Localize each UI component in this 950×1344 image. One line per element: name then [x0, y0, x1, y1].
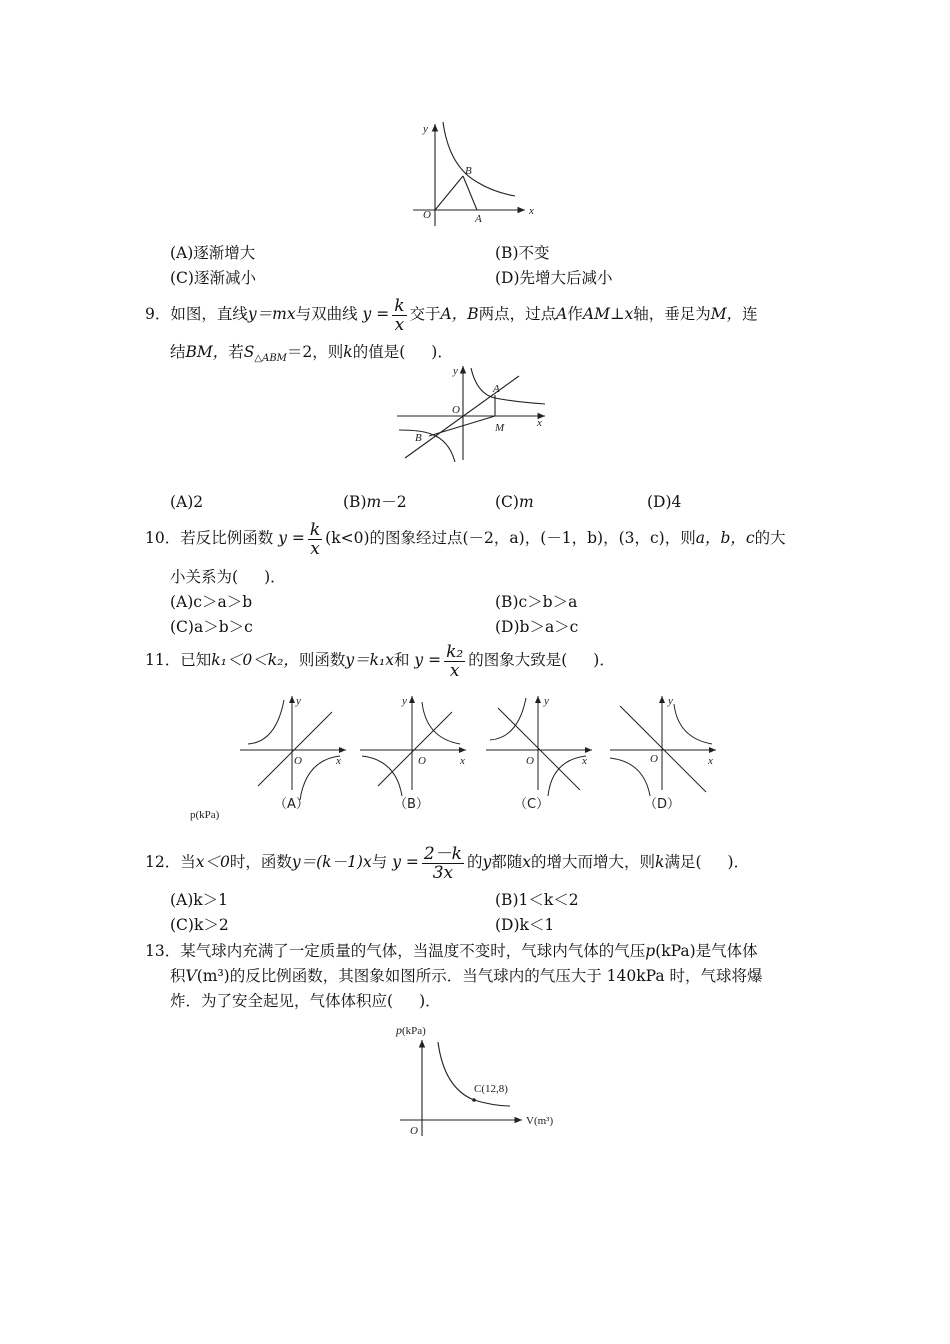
q9-text: 如图，直线 [170, 305, 248, 323]
q11b-line [378, 712, 452, 786]
q9-text: A，B [440, 305, 479, 323]
q11-graph-d[interactable] [606, 690, 722, 812]
q11a-hyperbola-q2 [248, 700, 284, 744]
q8-a-label: A [475, 213, 482, 225]
q11b-caption: （B） [394, 797, 429, 812]
q13-point-c [472, 1098, 476, 1102]
q13-point-label: C(12,8) [474, 1083, 508, 1095]
q13-o-label: O [410, 1125, 418, 1137]
q9-expr: y＝mx [247, 305, 296, 323]
q11d-o: O [650, 753, 658, 765]
q11c-o: O [526, 755, 534, 767]
q9-b-label: B [415, 432, 422, 444]
q8-option-d[interactable]: (D)先增大后减小 [495, 269, 613, 287]
q13-line3: 炸．为了安全起见，气体体积应( )． [170, 992, 441, 1010]
q11-graph-b[interactable] [356, 690, 472, 812]
q9-text: M， [710, 305, 743, 323]
q11a-hyperbola-q4 [300, 756, 340, 800]
q13-xlabel: V(m³) [526, 1115, 554, 1127]
q13-ylabel-src: p(kPa) [190, 809, 220, 821]
q11a-caption: （A） [274, 797, 309, 812]
q12-option-d[interactable]: (D)k＜1 [495, 916, 555, 934]
q9-number: 9． [145, 305, 171, 323]
q11c-x: x [582, 755, 587, 767]
q8-graph [405, 118, 540, 230]
q13-line1: 13．某气球内充满了一定质量的气体，当温度不变时，气球内气体的气压p(kPa)是气体体 [145, 942, 758, 960]
q11b-o: O [418, 755, 426, 767]
q10-fraction: $\frac{k}{x}$ [309, 519, 321, 559]
q11d-hyperbola-q1 [674, 704, 712, 744]
q12-option-b[interactable]: (B)1＜k＜2 [495, 891, 579, 909]
q9-line-bm [429, 416, 495, 436]
q9-line2: 结BM，若$S_{\triangle ABM}=2$，则k的值是( )． [170, 343, 453, 365]
q9-text: 两点，过点 [478, 305, 557, 323]
q11d-line [620, 706, 706, 792]
q9-text: 与双曲线 [295, 305, 358, 323]
q12-line1: 12．当x＜0时，函数y＝(k－1)x与 y = $\frac{2-k}{3x}$ 的y都随x的增大而增大，则k满足( )． [145, 843, 750, 883]
q11d-caption: （D） [644, 797, 681, 812]
q9-a-label: A [493, 383, 500, 395]
q9-option-d[interactable]: (D)4 [647, 493, 682, 511]
q9-text: 交于 [409, 305, 441, 323]
q8-o-label: O [423, 209, 431, 221]
q8-option-a[interactable]: (A)逐渐增大 [170, 244, 256, 262]
q11b-hyperbola-q3 [362, 756, 402, 796]
q11b-x: x [460, 755, 465, 767]
q9-option-c[interactable]: (C)m [495, 493, 534, 511]
q9-text: 轴，垂足为 [633, 305, 711, 323]
q11c-y: y [544, 695, 549, 707]
q9-line-mx [405, 376, 519, 458]
q10-line1: 10．若反比例函数 y = $\frac{k}{x}$ (k<0)的图象经过点(－2，a)，(－1，b)，(3，c)，则a，b，c的大 [145, 519, 786, 559]
q13-line2: 积V(m³)的反比例函数，其图象如图所示．当气球内的气压大于 140kPa 时，气球将爆 [170, 967, 763, 985]
q11c-hyperbola-q2 [490, 698, 526, 740]
q9-text: A [556, 305, 568, 323]
q11-fraction: $\frac{\text{k₂}}{x}$ [446, 641, 464, 681]
q11a-o: O [294, 755, 302, 767]
q10-option-b[interactable]: (B)c＞b＞a [495, 593, 578, 611]
q9-o-label: O [452, 404, 460, 416]
q12-fraction: $\frac{2-k}{3x}$ [423, 843, 462, 883]
q9-text: AM⊥x [582, 305, 634, 323]
q9-fraction: $\frac{k}{x}$ [394, 295, 405, 335]
q9-text: 作 [567, 305, 583, 323]
q11b-y: y [402, 695, 407, 707]
q9-text: 连 [742, 305, 758, 323]
q8-option-b[interactable]: (B)不变 [495, 244, 550, 262]
q11c-hyperbola-q4 [548, 756, 586, 796]
q9-graph [395, 362, 555, 464]
q13-ylabel: p(kPa) [396, 1023, 426, 1037]
q9-hyperbola-left [399, 430, 455, 462]
q9-m-label: M [495, 422, 505, 434]
q11d-y: y [668, 695, 673, 707]
q8-b-label: B [465, 165, 472, 177]
q8-option-c[interactable]: (C)逐渐减小 [170, 269, 256, 287]
q8-x-label: x [529, 205, 534, 217]
q8-line-ob [435, 176, 463, 210]
q11d-hyperbola-q3 [610, 758, 650, 796]
q9-hyperbola-right [471, 368, 545, 404]
q10-line2: 小关系为( )． [170, 568, 286, 586]
q9-y-eq: y = [362, 305, 390, 323]
q10-option-d[interactable]: (D)b＞a＞c [495, 618, 579, 636]
q9-y-label: y [453, 365, 458, 377]
q11c-caption: （C） [514, 797, 550, 812]
q12-option-a[interactable]: (A)k＞1 [170, 891, 229, 909]
q13-curve [438, 1042, 510, 1106]
q11a-y: y [296, 695, 301, 707]
q11-graph-c[interactable] [482, 690, 598, 812]
q11-line1: 11．已知k₁＜0＜k₂，则函数y＝k₁x和 y = $\frac{\text{k₂}}{x}$ 的图象大致是( )． [145, 641, 615, 681]
q10-option-a[interactable]: (A)c＞a＞b [170, 593, 253, 611]
q11d-x: x [708, 755, 713, 767]
q8-hyperbola [443, 122, 515, 196]
q11a-x: x [336, 755, 341, 767]
q11a-line [258, 712, 332, 786]
q8-y-label: y [423, 123, 428, 135]
q9-option-b[interactable]: (B)m－2 [343, 493, 407, 511]
q11c-line [498, 708, 580, 790]
q9-x-label: x [537, 417, 542, 429]
q10-option-c[interactable]: (C)a＞b＞c [170, 618, 253, 636]
q11-graph-a[interactable] [236, 690, 352, 812]
q9-option-a[interactable]: (A)2 [170, 493, 204, 511]
q9-line1 [145, 294, 758, 334]
q12-option-c[interactable]: (C)k＞2 [170, 916, 229, 934]
